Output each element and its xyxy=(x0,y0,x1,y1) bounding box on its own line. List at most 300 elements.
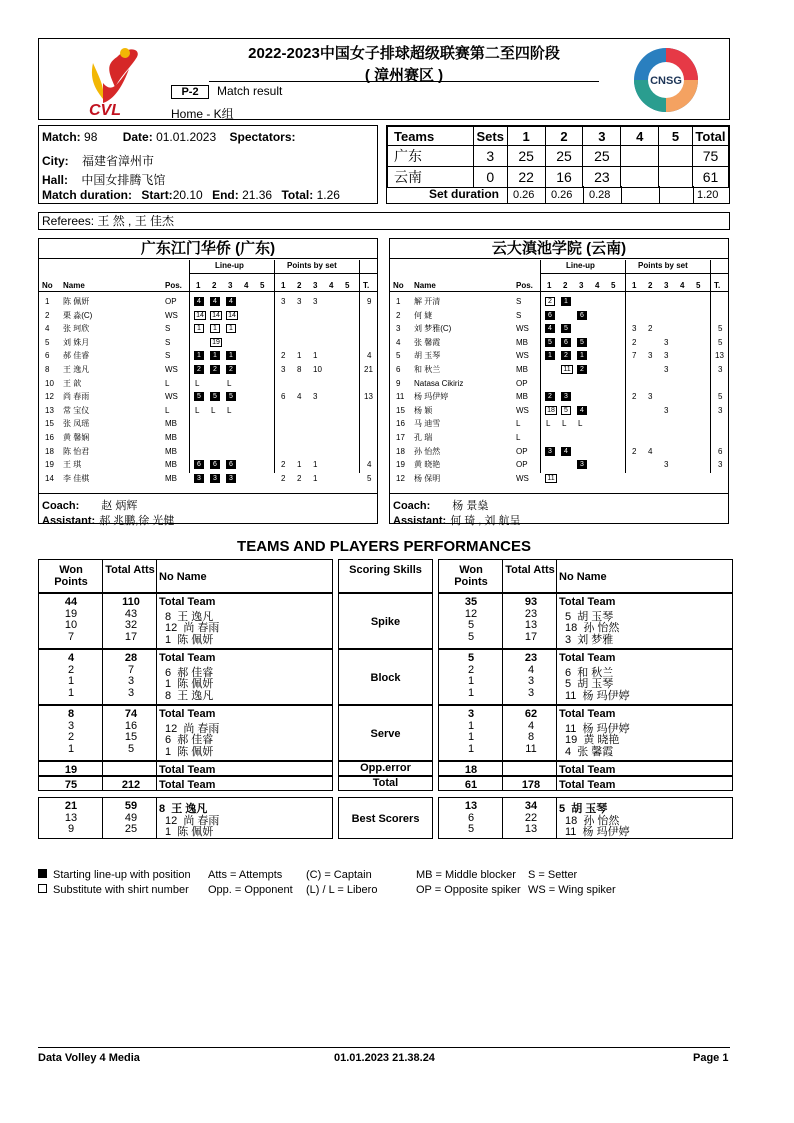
score-header-cell: 1 xyxy=(507,127,545,146)
substitute-box: 14 xyxy=(194,311,206,320)
player-or-team: 18 孙 怡然 xyxy=(565,814,620,827)
player-position: MB xyxy=(165,433,177,442)
player-or-team: 12 尚 春雨 xyxy=(165,722,220,735)
assistant-names: 郝 兆鹏,徐 光健 xyxy=(99,515,175,527)
player-row xyxy=(39,390,377,404)
performance-serve-left xyxy=(38,705,333,761)
report-header xyxy=(38,38,730,120)
set-number: 2 xyxy=(297,281,302,290)
row-divider xyxy=(39,493,377,494)
row-divider xyxy=(189,273,377,274)
score-header-cell: Teams xyxy=(388,127,474,146)
starting-position-box: 6 xyxy=(561,338,571,347)
row-divider xyxy=(390,291,728,292)
row-divider xyxy=(540,273,728,274)
won-points: 5 xyxy=(467,652,475,664)
player-number: 18 xyxy=(45,446,54,456)
player-or-team: 5 胡 玉琴 xyxy=(565,610,614,623)
set-points: 3 xyxy=(664,460,669,470)
player-name: 马 迪雪 xyxy=(414,419,441,429)
performance-spike-right xyxy=(438,593,733,649)
coach xyxy=(42,497,137,513)
player-or-team: Total Team xyxy=(559,708,616,720)
score-header-cell: 4 xyxy=(621,127,659,146)
performance-header xyxy=(38,559,333,593)
total-atts-header: Total Atts xyxy=(105,564,155,576)
total-attempts: 43 xyxy=(124,607,138,620)
player-or-team: Total Team xyxy=(159,708,216,720)
player-number: 19 xyxy=(396,460,405,470)
coach-name: 赵 炳辉 xyxy=(101,500,138,512)
column-divider xyxy=(659,186,660,204)
player-position: WS xyxy=(516,473,529,483)
player-row xyxy=(39,404,377,418)
player-or-team: 1 陈 佩妍 xyxy=(165,745,214,758)
starting-position-box: 2 xyxy=(210,365,220,374)
player-or-team: 8 王 逸凡 xyxy=(159,803,208,815)
assistant xyxy=(393,512,520,528)
column-divider xyxy=(156,594,157,648)
team-b-roster xyxy=(389,238,729,527)
total-row-right xyxy=(438,776,733,791)
column-divider xyxy=(102,777,103,790)
substitute-box: 18 xyxy=(545,406,557,415)
points-header: Points by set xyxy=(287,261,337,270)
player-or-team: 6 郝 佳睿 xyxy=(165,734,214,746)
player-or-team: 11 杨 玛伊婷 xyxy=(565,689,630,702)
score-header-cell: 5 xyxy=(659,127,693,146)
set-number: 4 xyxy=(680,281,685,290)
won-points: 1 xyxy=(467,731,475,743)
total-attempts: 49 xyxy=(124,811,138,824)
won-points: 8 xyxy=(67,708,75,720)
player-name: 杨 玛伊婷 xyxy=(414,392,449,402)
skills-header: Scoring Skills xyxy=(338,559,433,593)
column-divider xyxy=(556,706,557,760)
performance-header xyxy=(438,559,733,593)
set-number: 2 xyxy=(563,281,568,290)
total-attempts: 93 xyxy=(524,596,538,608)
filled-square-icon xyxy=(38,869,47,878)
total-attempts: 110 xyxy=(122,596,140,608)
player-position: WS xyxy=(165,365,178,374)
score-cell: 23 xyxy=(583,167,621,188)
column-divider xyxy=(102,594,103,648)
score-cell: 25 xyxy=(545,146,583,167)
best-scorers-right xyxy=(438,797,733,839)
won-points: 10 xyxy=(64,619,78,631)
player-or-team: 18 孙 怡然 xyxy=(565,622,620,634)
starting-position-box: 5 xyxy=(210,392,220,401)
total-attempts: 3 xyxy=(127,675,135,687)
player-name: 王 歆 xyxy=(63,378,82,388)
column-divider xyxy=(156,706,157,760)
set-points: 3 xyxy=(648,351,653,361)
column-divider xyxy=(156,777,157,790)
starting-position-box: 1 xyxy=(194,351,204,360)
coach-name: 杨 景燊 xyxy=(452,500,489,512)
player-total: 4 xyxy=(367,460,372,470)
starting-position-box: 5 xyxy=(226,392,236,401)
report-title: 2022-2023中国女子排球超级联赛第二至四阶段 xyxy=(248,45,560,62)
player-name: 杨 保明 xyxy=(414,473,441,483)
starting-position-box: 5 xyxy=(545,338,555,347)
set-number: 5 xyxy=(696,281,701,290)
column-header: Pos. xyxy=(516,281,533,290)
lineup-header: Line-up xyxy=(566,261,595,270)
performance-block-right xyxy=(438,649,733,705)
set-points: 3 xyxy=(664,337,669,347)
won-points: 3 xyxy=(67,719,75,732)
name-header: No Name xyxy=(159,571,207,583)
legend-atts: Atts = Attempts Opp. = Opponent xyxy=(208,869,293,896)
score-header-cell: 2 xyxy=(545,127,583,146)
total-attempts: 17 xyxy=(124,630,138,643)
won-points: 4 xyxy=(67,652,75,664)
won-points: 12 xyxy=(464,607,478,620)
won-points: 13 xyxy=(464,800,478,812)
set-number: 4 xyxy=(595,281,600,290)
total-attempts: 32 xyxy=(124,619,138,631)
player-name: 刘 姝月 xyxy=(63,337,90,347)
footer-software: Data Volley 4 Media xyxy=(38,1052,140,1064)
column-divider xyxy=(693,186,694,204)
player-row xyxy=(390,363,728,377)
player-name: 张 珂欣 xyxy=(63,324,90,334)
column-divider xyxy=(507,186,508,204)
starting-position-box: 1 xyxy=(545,351,555,360)
starting-position-box: 4 xyxy=(226,297,236,306)
set-points: 2 xyxy=(632,446,637,456)
won-points: 1 xyxy=(467,686,475,699)
starting-position-box: 4 xyxy=(194,297,204,306)
won-points: 18 xyxy=(464,764,478,776)
player-position: OP xyxy=(516,446,528,456)
column-divider xyxy=(502,650,503,704)
score-cell xyxy=(659,167,693,188)
set-points: 3 xyxy=(297,297,302,306)
player-number: 14 xyxy=(45,473,54,483)
total-attempts: 3 xyxy=(527,675,535,687)
column-header: T. xyxy=(363,281,370,290)
won-points: 9 xyxy=(67,823,75,835)
set-number: 2 xyxy=(648,281,653,290)
team-a-roster xyxy=(38,238,378,527)
referees: Referees: 王 然 , 王 佳杰 xyxy=(38,212,730,230)
substitute-box: 11 xyxy=(545,474,557,483)
empty-square-icon xyxy=(38,884,47,893)
player-total: 13 xyxy=(364,392,373,402)
player-position: WS xyxy=(516,351,529,361)
set-number: 3 xyxy=(579,281,584,290)
score-header-cell: Total xyxy=(692,127,728,146)
player-position: WS xyxy=(165,310,178,320)
won-points: 1 xyxy=(467,719,475,732)
report-code: P-2 xyxy=(171,85,209,99)
player-row xyxy=(390,322,728,336)
total-atts-header: Total Atts xyxy=(505,564,555,576)
player-number: 1 xyxy=(45,297,50,306)
column-divider xyxy=(156,762,157,775)
column-divider xyxy=(545,186,546,204)
player-total: 3 xyxy=(718,460,723,470)
won-points: 5 xyxy=(467,823,475,835)
skill-label: Spike xyxy=(338,593,433,649)
player-name: Natasa Cikiriz xyxy=(414,378,464,388)
performance-block-left xyxy=(38,649,333,705)
player-row xyxy=(390,445,728,459)
set-duration-value: 0.28 xyxy=(589,189,611,201)
starting-position-box: 6 xyxy=(210,460,220,469)
substitute-box: 11 xyxy=(561,365,573,374)
set-points: 1 xyxy=(313,460,318,470)
starting-position-box: 4 xyxy=(561,447,571,456)
set-number: 3 xyxy=(228,281,233,290)
set-points: 1 xyxy=(313,351,318,361)
total-attempts: 74 xyxy=(124,708,138,720)
score-team-name: 广东 xyxy=(388,146,474,167)
score-cell: 0 xyxy=(473,167,507,188)
set-points: 3 xyxy=(313,392,318,402)
column-divider xyxy=(156,650,157,704)
legend-positions: MB = Middle blocker OP = Opposite spiker xyxy=(416,869,521,896)
set-points: 8 xyxy=(297,365,302,374)
player-number: 5 xyxy=(396,351,401,361)
player-name: 王 逸凡 xyxy=(63,365,90,374)
won-points: 2 xyxy=(67,663,75,676)
player-or-team: 1 陈 佩妍 xyxy=(165,678,214,690)
player-row xyxy=(390,377,728,391)
column-divider xyxy=(156,560,157,592)
set-points: 2 xyxy=(648,324,653,334)
column-divider xyxy=(583,186,584,204)
player-name: 黄 馨娴 xyxy=(63,433,90,442)
total-attempts: 212 xyxy=(121,779,141,791)
player-or-team: 1 陈 佩妍 xyxy=(165,826,214,838)
substitute-box: 1 xyxy=(226,324,236,333)
player-position: S xyxy=(516,297,522,306)
cnsg-logo xyxy=(629,45,703,115)
player-name: 郝 佳睿 xyxy=(63,351,90,361)
player-row xyxy=(39,445,377,459)
player-number: 15 xyxy=(45,419,54,429)
libero-mark: L xyxy=(227,378,232,388)
starting-position-box: 3 xyxy=(545,447,555,456)
set-number: 2 xyxy=(212,281,217,290)
player-position: MB xyxy=(165,460,177,470)
won-points: 5 xyxy=(467,630,475,643)
won-points: 75 xyxy=(64,779,78,791)
column-divider xyxy=(556,594,557,648)
starting-position-box: 4 xyxy=(545,324,555,333)
set-number: 4 xyxy=(329,281,334,290)
legend-markers: Starting line-up with position Substitute with shirt number xyxy=(38,869,191,896)
report-subtitle: ( 漳州赛区 ) xyxy=(364,67,444,84)
player-or-team: 1 陈 佩妍 xyxy=(165,633,214,646)
cvl-logo-text: CVL xyxy=(89,102,121,117)
player-position: MB xyxy=(516,365,528,374)
set-points: 3 xyxy=(281,365,286,374)
player-name: 解 开清 xyxy=(414,297,441,306)
substitute-box: 5 xyxy=(561,406,571,415)
starting-position-box: 3 xyxy=(577,460,587,469)
won-points: 21 xyxy=(64,800,78,812)
player-or-team: 19 黄 晓艳 xyxy=(565,734,620,746)
performance-spike-left xyxy=(38,593,333,649)
set-points: 2 xyxy=(632,337,637,347)
player-name: 刘 梦雅(C) xyxy=(414,324,452,334)
set-points: 3 xyxy=(648,392,653,402)
player-name: 陈 佩妍 xyxy=(63,297,90,306)
player-row xyxy=(390,472,728,486)
total-attempts: 25 xyxy=(124,823,138,835)
player-row xyxy=(390,417,728,431)
player-number: 8 xyxy=(45,365,50,374)
starting-position-box: 2 xyxy=(226,365,236,374)
coach-label: Coach: xyxy=(393,500,431,512)
player-or-team: Total Team xyxy=(159,779,216,791)
player-number: 9 xyxy=(396,378,401,388)
player-total: 13 xyxy=(715,351,724,361)
player-number: 4 xyxy=(396,337,401,347)
player-number: 3 xyxy=(396,324,401,334)
player-name: 和 秋兰 xyxy=(414,365,441,374)
column-divider xyxy=(502,706,503,760)
player-row xyxy=(39,458,377,472)
won-points: 5 xyxy=(467,619,475,631)
won-points: 35 xyxy=(464,596,478,608)
set-points: 4 xyxy=(648,446,653,456)
won-points: 19 xyxy=(64,764,78,776)
won-points: 1 xyxy=(67,686,75,699)
substitute-box: 2 xyxy=(545,297,555,306)
column-divider xyxy=(621,186,622,204)
assistant-names: 何 琦 , 刘 航呈 xyxy=(450,515,521,527)
team-name: 广东江门华侨 (广东) xyxy=(39,239,377,259)
player-or-team: 6 郝 佳睿 xyxy=(165,666,214,679)
player-row xyxy=(390,349,728,363)
set-points: 7 xyxy=(632,351,637,361)
set-points: 1 xyxy=(313,473,318,483)
libero-mark: L xyxy=(578,419,583,429)
player-or-team: Total Team xyxy=(559,652,616,664)
starting-position-box: 4 xyxy=(210,297,220,306)
player-row xyxy=(39,431,377,445)
libero-mark: L xyxy=(227,405,232,415)
skill-label: Serve xyxy=(338,705,433,761)
score-header-cell: 3 xyxy=(583,127,621,146)
substitute-box: 1 xyxy=(194,324,204,333)
set-number: 5 xyxy=(260,281,265,290)
player-name: 胡 玉琴 xyxy=(414,351,441,361)
doc-type: Match result xyxy=(217,84,283,98)
set-points: 3 xyxy=(664,405,669,415)
column-divider xyxy=(102,650,103,704)
set-points: 2 xyxy=(281,351,286,361)
total-attempts: 16 xyxy=(124,719,138,732)
phase-label: Home - K组 xyxy=(171,107,234,121)
won-points: 44 xyxy=(64,596,78,608)
total-attempts: 23 xyxy=(524,607,538,620)
column-divider xyxy=(502,762,503,775)
performance-title: TEAMS AND PLAYERS PERFORMANCES xyxy=(237,538,531,555)
points-header: Points by set xyxy=(638,261,688,270)
player-total: 5 xyxy=(718,337,723,347)
starting-position-box: 5 xyxy=(194,392,204,401)
player-row xyxy=(39,363,377,377)
column-divider xyxy=(556,650,557,704)
score-cell: 3 xyxy=(473,146,507,167)
player-or-team: 11 杨 玛伊婷 xyxy=(565,722,630,735)
match-info: Match: 98 Date: 01.01.2023 Spectators: City: 福建省漳州市 Hall: 中国女排腾飞馆 Match duration: Start:20.10 End: 21.36 Total: 1.26 xyxy=(38,125,378,204)
cnsg-logo-text: CNSG xyxy=(650,75,682,87)
score-cell: 25 xyxy=(507,146,545,167)
won-points: 13 xyxy=(64,811,78,824)
team-name: 云大滇池学院 (云南) xyxy=(390,239,728,259)
won-points-header: Won Points xyxy=(54,564,88,588)
column-divider xyxy=(556,762,557,775)
player-name: 黄 晓艳 xyxy=(414,460,441,470)
player-number: 6 xyxy=(45,351,50,361)
player-row xyxy=(390,431,728,445)
player-number: 17 xyxy=(396,433,405,442)
libero-mark: L xyxy=(562,419,567,429)
total-attempts: 3 xyxy=(127,686,135,699)
player-total: 5 xyxy=(718,392,723,402)
player-name: 孔 瑞 xyxy=(414,433,433,442)
player-position: MB xyxy=(516,337,528,347)
coach-label: Coach: xyxy=(42,500,80,512)
libero-mark: L xyxy=(195,405,200,415)
substitute-box: 14 xyxy=(210,311,222,320)
column-divider xyxy=(102,706,103,760)
player-total: 6 xyxy=(718,446,723,456)
player-or-team: 8 王 逸凡 xyxy=(165,689,214,702)
score-table xyxy=(387,126,729,188)
set-duration-value: 0.26 xyxy=(513,189,535,201)
starting-position-box: 3 xyxy=(194,474,204,483)
player-number: 15 xyxy=(396,405,405,415)
set-points: 6 xyxy=(281,392,286,402)
player-or-team: Total Team xyxy=(159,764,216,776)
starting-position-box: 5 xyxy=(577,338,587,347)
starting-position-box: 3 xyxy=(561,392,571,401)
column-header: T. xyxy=(714,281,721,290)
set-points: 2 xyxy=(281,460,286,470)
set-points: 2 xyxy=(297,473,302,483)
player-number: 19 xyxy=(45,460,54,470)
player-name: 李 佳棋 xyxy=(63,473,90,483)
set-duration-row: Set duration 0.26 0.26 0.28 1.20 xyxy=(429,187,719,201)
column-divider xyxy=(156,798,157,838)
column-header: No xyxy=(42,281,53,290)
player-position: MB xyxy=(165,419,177,429)
column-divider xyxy=(102,560,103,592)
player-name: 栗 淼(C) xyxy=(63,310,93,320)
starting-position-box: 2 xyxy=(545,392,555,401)
substitute-box: 14 xyxy=(226,311,238,320)
set-points: 2 xyxy=(281,473,286,483)
starting-position-box: 6 xyxy=(194,460,204,469)
player-number: 1 xyxy=(396,297,401,306)
footer-divider xyxy=(38,1047,730,1048)
column-divider xyxy=(102,762,103,775)
player-row xyxy=(390,295,728,309)
column-divider xyxy=(102,798,103,838)
player-total: 5 xyxy=(718,324,723,334)
player-number: 16 xyxy=(45,433,54,442)
player-or-team: 5 胡 玉琴 xyxy=(565,678,614,690)
